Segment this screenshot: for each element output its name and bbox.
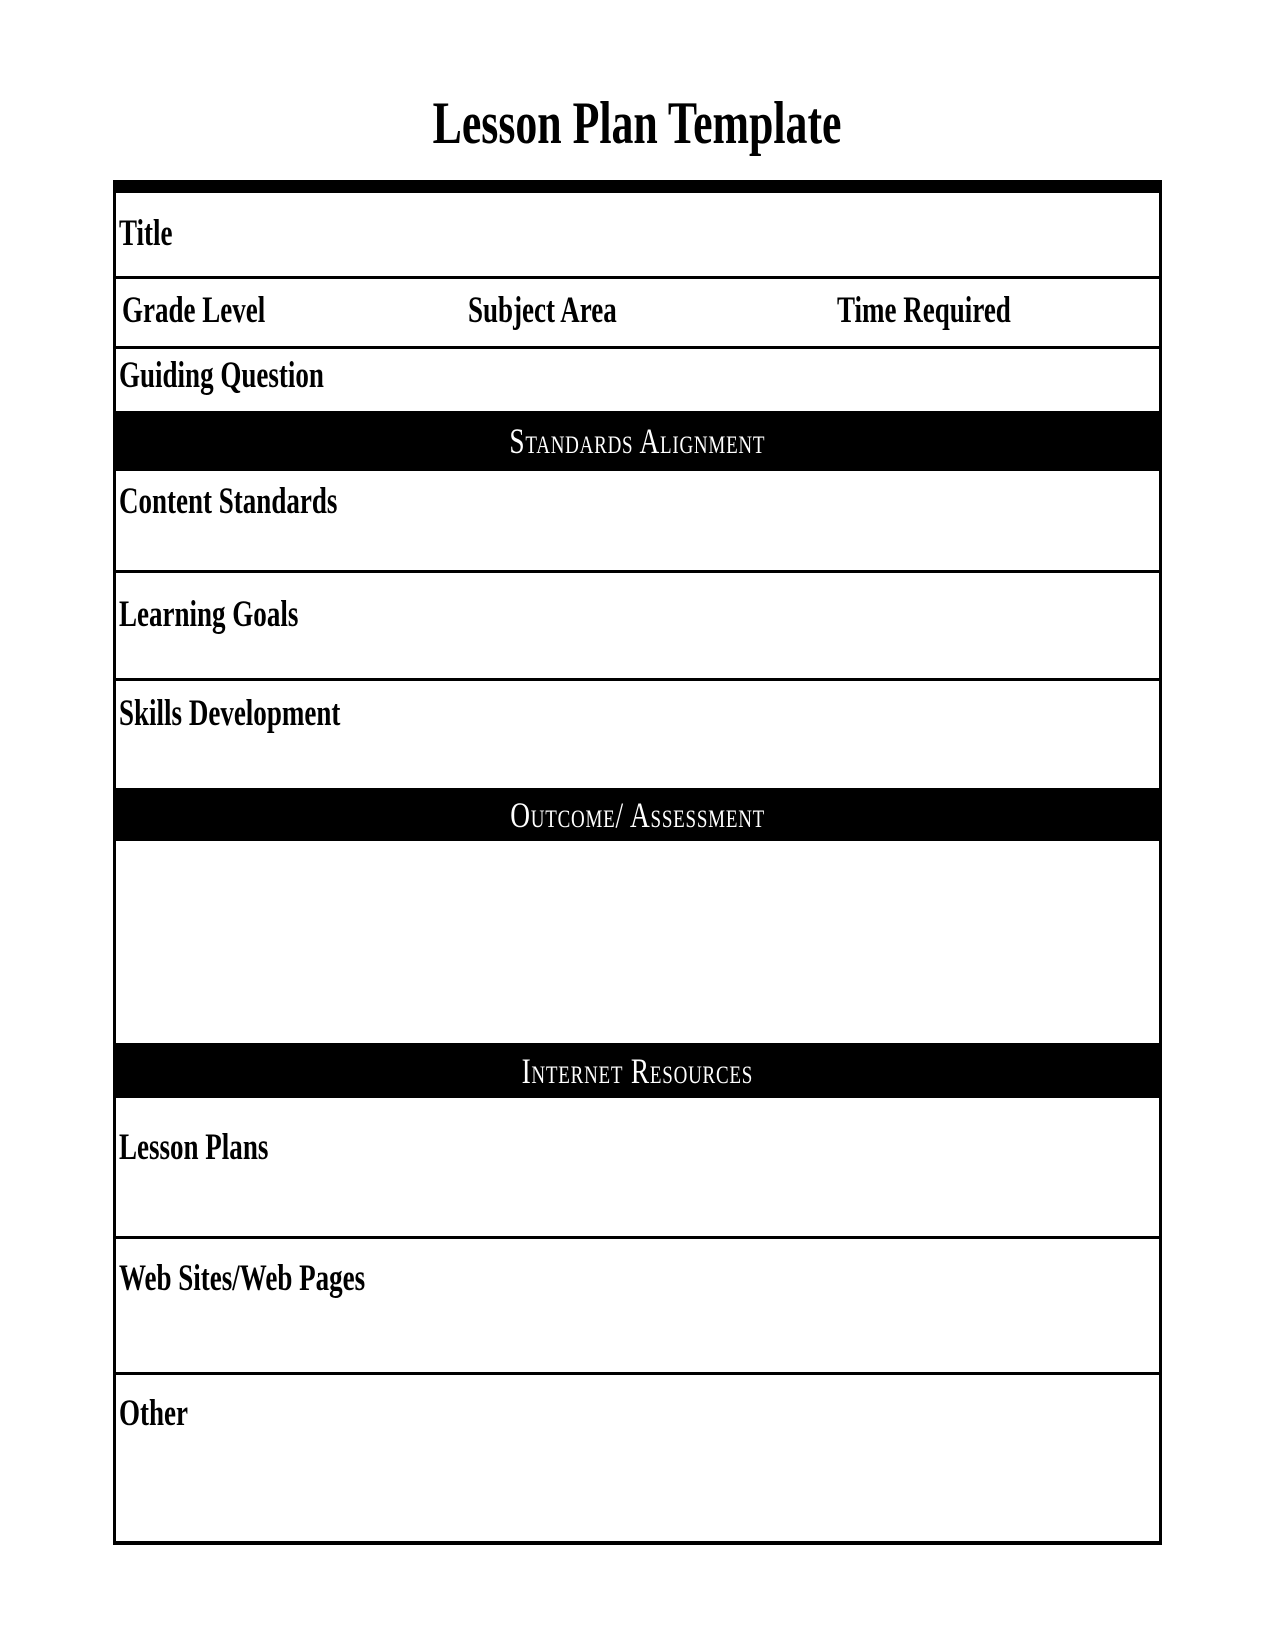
time-required-cell — [791, 279, 1159, 346]
guiding-question-cell — [116, 349, 1159, 411]
page-title-text: Lesson Plan Template — [433, 90, 842, 156]
learning-goals-cell — [116, 573, 1159, 681]
standards-alignment-header: Standards Alignment — [509, 421, 766, 461]
time-required-label: Time Required — [836, 290, 1011, 331]
subject-area-label: Subject Area — [468, 290, 618, 331]
skills-development-label: Skills Development — [119, 693, 341, 734]
outcome-assessment-header: Outcome/ Assessment — [510, 794, 765, 835]
web-sites-web-pages-cell — [116, 1239, 1159, 1375]
grade-level-label: Grade Level — [122, 290, 266, 331]
internet-resources-section-bar — [116, 1043, 1159, 1098]
outcome-assessment-entry-area — [116, 841, 1159, 1043]
lesson-plans-label: Lesson Plans — [119, 1127, 269, 1168]
content-standards-label: Content Standards — [119, 481, 338, 522]
web-sites-web-pages-label: Web Sites/Web Pages — [119, 1258, 366, 1299]
form-top-bar — [116, 180, 1159, 193]
internet-resources-header: Internet Resources — [521, 1050, 754, 1091]
lesson-plans-cell — [116, 1098, 1159, 1239]
page-title — [113, 92, 1162, 155]
title-field-label: Title — [119, 213, 173, 254]
subject-area-cell — [444, 279, 790, 346]
other-label: Other — [119, 1393, 189, 1434]
skills-development-cell — [116, 681, 1159, 788]
guiding-question-label: Guiding Question — [119, 355, 324, 396]
title-field-cell — [116, 193, 1159, 279]
other-cell — [116, 1375, 1159, 1541]
content-standards-cell — [116, 471, 1159, 573]
outcome-assessment-section-bar — [116, 788, 1159, 841]
learning-goals-label: Learning Goals — [119, 594, 299, 635]
lesson-plan-form — [113, 180, 1162, 1545]
grade-subject-time-row — [116, 279, 1159, 349]
standards-alignment-section-bar — [116, 411, 1159, 471]
grade-level-cell — [116, 279, 444, 346]
